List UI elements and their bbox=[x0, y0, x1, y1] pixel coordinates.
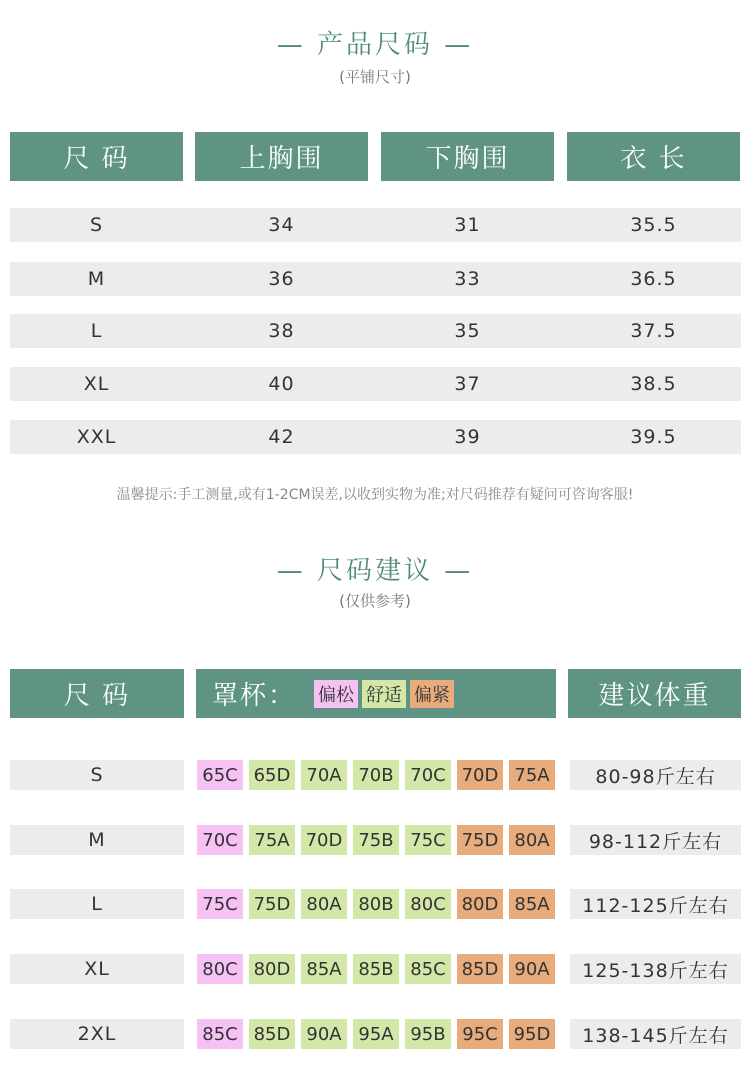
cup-cell-comfort: 75B bbox=[353, 825, 399, 855]
cup-cell-comfort: 80C bbox=[405, 889, 451, 919]
cup-cell-loose: 85C bbox=[197, 1019, 243, 1049]
cup-cell-tight: 90A bbox=[509, 954, 555, 984]
cup-cell-comfort: 90A bbox=[301, 1019, 347, 1049]
suggest-size-cell: M bbox=[10, 825, 184, 855]
size-cell: XXL bbox=[76, 426, 117, 448]
cup-cell-tight: 80A bbox=[509, 825, 555, 855]
cup-cell-loose: 80C bbox=[197, 954, 243, 984]
header-size: 尺 码 bbox=[10, 132, 183, 181]
measure-cell: 31 bbox=[454, 214, 481, 236]
suggest-size-cell: XL bbox=[10, 954, 184, 984]
cup-cell-comfort: 80A bbox=[301, 889, 347, 919]
cup-cell-comfort: 70A bbox=[301, 760, 347, 790]
suggest-size-cell: 2XL bbox=[10, 1019, 184, 1049]
cup-cell-comfort: 65D bbox=[249, 760, 295, 790]
measure-cell: 42 bbox=[268, 426, 295, 448]
cup-cell-tight: 95D bbox=[509, 1019, 555, 1049]
cup-cell-tight: 95C bbox=[457, 1019, 503, 1049]
cup-cell-comfort: 70C bbox=[405, 760, 451, 790]
cup-cell-comfort: 75A bbox=[249, 825, 295, 855]
cup-cell-tight: 70D bbox=[457, 760, 503, 790]
suggest-header-weight: 建议体重 bbox=[568, 669, 741, 718]
size-cell: XL bbox=[83, 373, 110, 395]
cup-cell-comfort: 95A bbox=[353, 1019, 399, 1049]
cup-cell-comfort: 70B bbox=[353, 760, 399, 790]
measure-cell: 33 bbox=[454, 268, 481, 290]
cup-cell-tight: 85D bbox=[457, 954, 503, 984]
measure-cell: 38 bbox=[268, 320, 295, 342]
cup-cell-comfort: 80D bbox=[249, 954, 295, 984]
weight-cell: 125-138斤左右 bbox=[570, 954, 741, 984]
cup-cell-comfort: 75D bbox=[249, 889, 295, 919]
legend-tight: 偏紧 bbox=[410, 680, 454, 708]
header-length: 衣 长 bbox=[567, 132, 740, 181]
cup-cell-comfort: 95B bbox=[405, 1019, 451, 1049]
cup-cell-loose: 65C bbox=[197, 760, 243, 790]
product-size-subtitle: (平铺尺寸) bbox=[339, 68, 411, 86]
measure-cell: 35 bbox=[454, 320, 481, 342]
cup-cell-comfort: 85A bbox=[301, 954, 347, 984]
cup-cell-loose: 70C bbox=[197, 825, 243, 855]
measure-cell: 35.5 bbox=[630, 214, 677, 236]
cup-cell-comfort: 75C bbox=[405, 825, 451, 855]
weight-cell: 98-112斤左右 bbox=[570, 825, 741, 855]
cup-cell-tight: 75A bbox=[509, 760, 555, 790]
product-size-title: — 产品尺码 — bbox=[276, 30, 474, 60]
suggest-size-cell: S bbox=[10, 760, 184, 790]
size-suggest-title: — 尺码建议 — bbox=[276, 556, 474, 586]
cup-cell-tight: 85A bbox=[509, 889, 555, 919]
measure-cell: 36.5 bbox=[630, 268, 677, 290]
size-cell: S bbox=[89, 214, 104, 236]
cup-cell-tight: 75D bbox=[457, 825, 503, 855]
measure-cell: 40 bbox=[268, 373, 295, 395]
cup-cell-comfort: 80B bbox=[353, 889, 399, 919]
cup-cell-comfort: 85B bbox=[353, 954, 399, 984]
suggest-header-cup bbox=[196, 669, 556, 718]
measure-cell: 36 bbox=[268, 268, 295, 290]
measure-cell: 38.5 bbox=[630, 373, 677, 395]
cup-header-label: 罩杯： bbox=[212, 681, 297, 711]
measure-cell: 37 bbox=[454, 373, 481, 395]
legend-loose: 偏松 bbox=[314, 680, 358, 708]
legend-comfort: 舒适 bbox=[362, 680, 406, 708]
measure-cell: 39 bbox=[454, 426, 481, 448]
suggest-header-size: 尺 码 bbox=[10, 669, 184, 718]
cup-cell-comfort: 85C bbox=[405, 954, 451, 984]
measure-cell: 34 bbox=[268, 214, 295, 236]
weight-cell: 80-98斤左右 bbox=[570, 760, 741, 790]
size-cell: M bbox=[87, 268, 106, 290]
header-bust: 上胸围 bbox=[195, 132, 368, 181]
cup-cell-loose: 75C bbox=[197, 889, 243, 919]
size-suggest-subtitle: (仅供参考) bbox=[339, 592, 411, 610]
measure-cell: 37.5 bbox=[630, 320, 677, 342]
weight-cell: 138-145斤左右 bbox=[570, 1019, 741, 1049]
cup-cell-comfort: 85D bbox=[249, 1019, 295, 1049]
cup-cell-tight: 80D bbox=[457, 889, 503, 919]
suggest-size-cell: L bbox=[10, 889, 184, 919]
cup-cell-comfort: 70D bbox=[301, 825, 347, 855]
measure-cell: 39.5 bbox=[630, 426, 677, 448]
measurement-note: 温馨提示:手工测量,或有1-2CM误差,以收到实物为准;对尺码推荐有疑问可咨询客服! bbox=[116, 487, 634, 503]
header-underbust: 下胸围 bbox=[381, 132, 554, 181]
size-cell: L bbox=[90, 320, 103, 342]
weight-cell: 112-125斤左右 bbox=[570, 889, 741, 919]
